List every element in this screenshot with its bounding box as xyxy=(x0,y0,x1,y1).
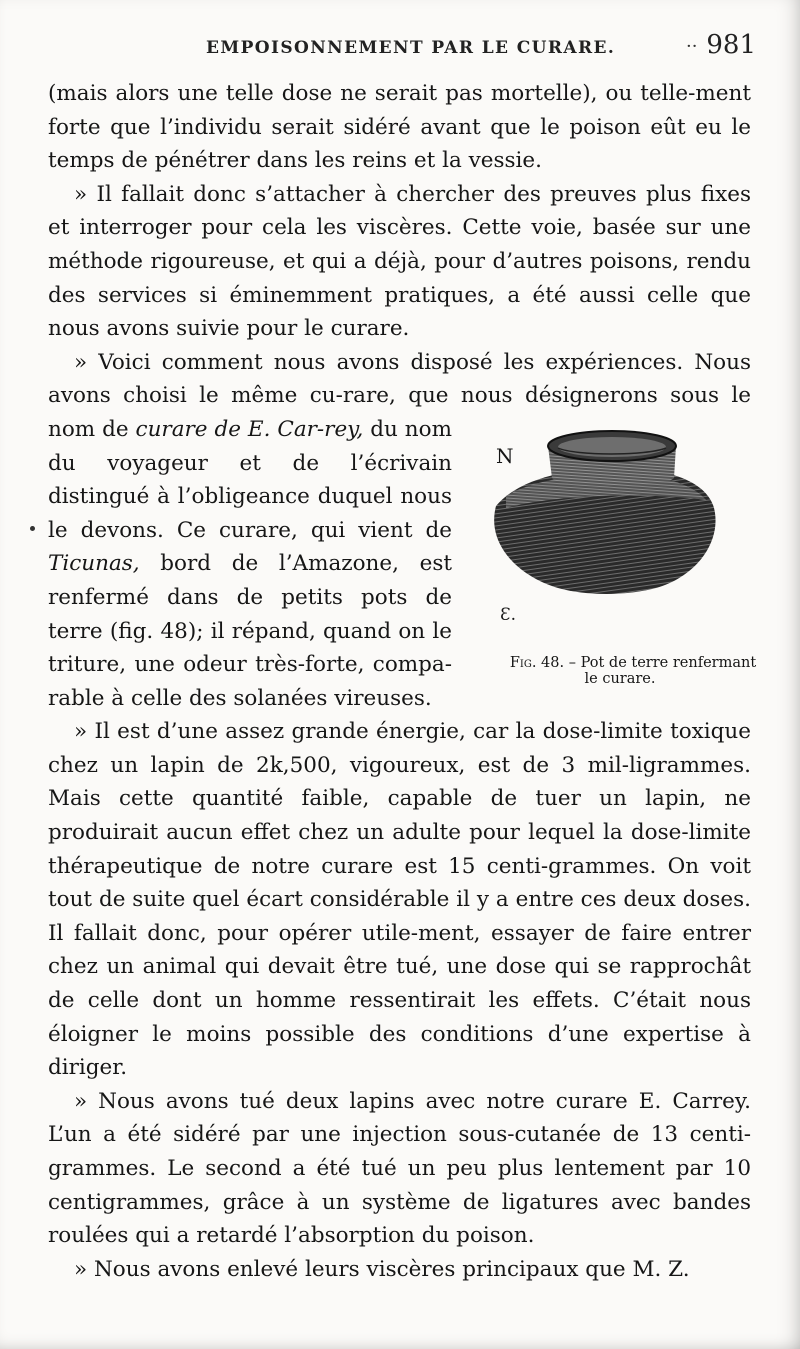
margin-speck xyxy=(30,526,35,531)
paragraph-2: » Il fallait donc s’attacher à chercher des preuves plus fixes et interroger pour cela les viscères. Cette voie, basée sur une méthode rigoureuse, et qui a déjà, pour d’autres poisons, rendu des services si éminemment pratiques, a été aussi celle que nous avons suivie pour le curare. xyxy=(48,181,751,342)
header-dash: ·· xyxy=(686,36,698,57)
paragraph-6: » Nous avons enlevé leurs viscères principaux que M. Z. xyxy=(74,1256,690,1282)
figure-mark-e: Ɛ. xyxy=(500,604,516,625)
figure-caption xyxy=(478,655,762,687)
body-text xyxy=(48,77,757,1286)
paragraph-3-italic-ticunas: Ticunas, xyxy=(48,551,140,577)
paragraph-3-mid: du nom du voyageur et de l’écrivain distingué à l’obligeance duquel nous le devons. Ce curare, qui vient de xyxy=(48,416,452,543)
page-header xyxy=(48,30,760,70)
figure-caption-text: – Pot de terre renfermant le curare. xyxy=(564,654,757,687)
paragraph-3-italic-curare: curare de E. Car-rey, xyxy=(135,416,364,442)
paragraph-3-lead: » Voici comment nous avons disposé les expériences. Nous avons choisi le même cu-rare, que nous désignerons sous le nom de xyxy=(48,349,751,442)
figure-caption-label: Fig. 48. xyxy=(509,654,565,671)
page-number: 981 xyxy=(706,30,756,60)
figure-mark-n: N xyxy=(496,443,514,468)
paragraph-3-end: bord de l’Amazone, est renfermé dans de petits pots de terre (fig. 48); il répand, quand on le triture, une odeur très-forte, compa-rable à celle des solanées vireuses. xyxy=(48,551,452,711)
paragraph-4: » Il est d’une assez grande énergie, car la dose-limite toxique chez un lapin de 2k,500, vigoureux, est de 3 mil-ligrammes. Mais cette quantité faible, capable de tuer un lapin, ne produirait aucun effet chez un adulte pour lequel la dose-limite thérapeutique de notre curare est 15 centi-grammes. On voit tout de suite quel écart considérable il y a entre ces deux doses. Il fallait donc, pour opérer utile-ment, essayer de faire entrer chez un animal qui devait être tué, une dose qui se rapprochât de celle dont un homme ressentirait les effets. C’était nous éloigner le moins possible des conditions d’une expertise à diriger. xyxy=(48,719,751,1081)
running-head: EMPOISONNEMENT PAR LE CURARE. xyxy=(206,38,616,58)
figure-48 xyxy=(466,416,757,710)
paragraph-5: » Nous avons tué deux lapins avec notre curare E. Carrey. L’un a été sidéré par une injection sous-cutanée de 13 centi-grammes. Le second a été tué un peu plus lentement par 10 centigrammes, grâce à un système de ligatures avec bandes roulées qui a retardé l’absorption du poison. xyxy=(48,1088,751,1249)
paragraph-3 xyxy=(48,346,757,716)
paragraph-1: (mais alors une telle dose ne serait pas mortelle), ou telle-ment forte que l’individu serait sidéré avant que le poison eût eu le temps de pénétrer dans les reins et la vessie. xyxy=(48,81,751,174)
